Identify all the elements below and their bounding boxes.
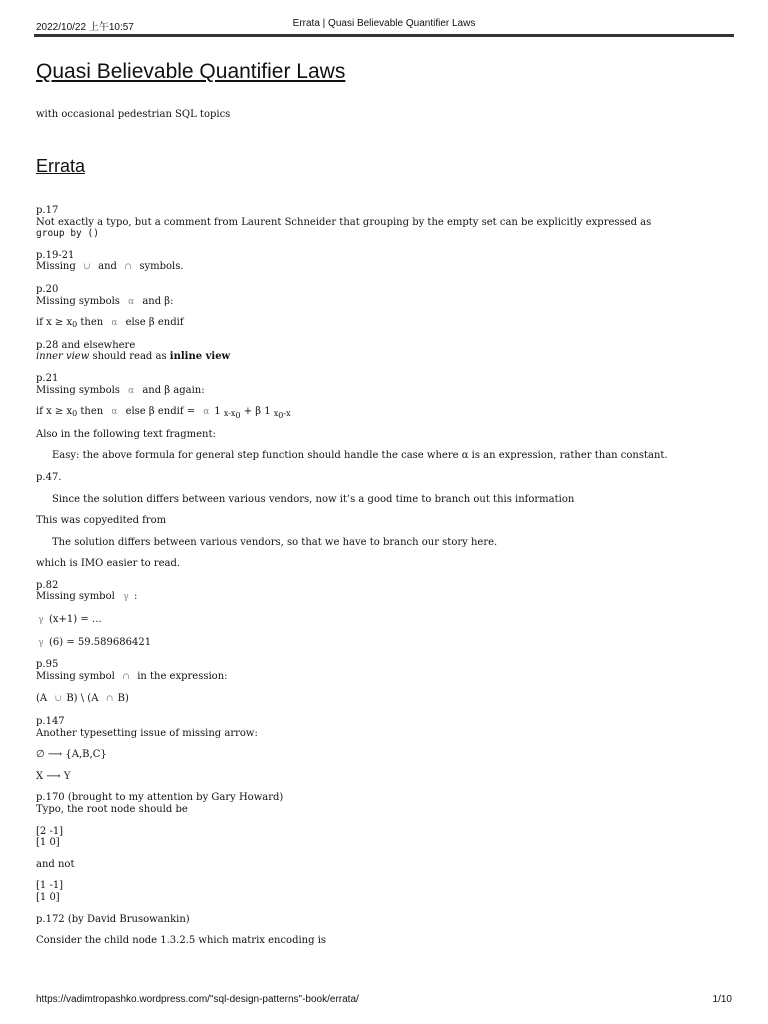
errata-entry-p147 xyxy=(36,716,736,739)
page-ref: p.95 xyxy=(36,659,59,671)
errata-entry-p19: p.19-21 Missing ∪ and ∩ symbols. xyxy=(36,250,736,274)
page-ref: p.20 xyxy=(36,283,59,295)
cap-symbol-icon: ∩ xyxy=(105,694,114,705)
entry-text: Consider the child node 1.3.2.5 which matrix encoding is xyxy=(36,935,327,947)
header-divider xyxy=(34,34,734,37)
cup-symbol-icon: ∪ xyxy=(54,694,63,705)
gamma-symbol-icon: γ xyxy=(123,592,129,603)
matrix: [2 -1] [1 0] xyxy=(36,825,64,849)
errata-content xyxy=(36,205,736,957)
page-title-link[interactable]: Errata xyxy=(36,156,86,176)
print-title: Errata | Quasi Believable Quantifier Laws xyxy=(292,18,476,29)
formula-p20: if $x \ge x_0$ then α else β endif xyxy=(36,317,184,330)
page-ref: p.147 xyxy=(36,716,65,728)
cap-symbol-icon: ∩ xyxy=(122,671,130,682)
errata-entry-p95: p.95 Missing symbol ∩ in the expression: xyxy=(36,659,736,683)
page-url: https://vadimtropashko.wordpress.com/"sql-design-patterns"-book/errata/ xyxy=(36,994,359,1005)
alpha-symbol-icon: α xyxy=(203,407,210,418)
page-ref: p.170 (brought to my attention by Gary Howard) xyxy=(36,792,284,804)
cap-symbol-icon: ∩ xyxy=(124,262,132,273)
formula-line: (A ∪ B) \ (A ∩ B) xyxy=(36,693,129,705)
errata-entry-p21: p.21 Missing symbols α and β again: xyxy=(36,373,736,397)
page-ref: p.19-21 xyxy=(36,249,75,261)
errata-entry-p170 xyxy=(36,792,736,815)
site-tagline: with occasional pedestrian SQL topics xyxy=(36,109,231,120)
matrix: [1 -1] [1 0] xyxy=(36,880,64,903)
entry-text: which is IMO easier to read. xyxy=(36,558,181,570)
alpha-symbol-icon: α xyxy=(111,407,118,418)
print-header xyxy=(36,18,732,32)
errata-entry-p17 xyxy=(36,205,736,240)
print-date: 2022/10/22 上午10:57 xyxy=(36,22,134,33)
page-ref: p.17 xyxy=(36,205,59,216)
entry-text: Another typesetting issue of missing arrow: xyxy=(36,727,258,739)
formula-line: ∅ ⟶ {A,B,C} xyxy=(36,749,107,761)
errata-entry-p47 xyxy=(36,472,736,484)
formula-line: γ (x+1) = … xyxy=(36,614,736,627)
errata-entry-p28: p.28 and elsewhere inner view should read as inline view xyxy=(36,340,736,363)
formula-p21: if $x \ge x_0$ then α else β endif = α 1 $_{x-x_0}$ + β 1 $_{x_0-x}$ xyxy=(36,406,291,421)
formula-line: γ (6) = 59.589686421 xyxy=(36,637,736,650)
errata-entry-p20: p.20 Missing symbols α and β: xyxy=(36,284,736,308)
errata-entry-p82: p.82 Missing symbol γ : xyxy=(36,580,736,604)
fragment-intro: Also in the following text fragment: xyxy=(36,428,216,440)
entry-text: This was copyedited from xyxy=(36,515,167,527)
page-ref: p.172 (by David Brusowankin) xyxy=(36,913,190,925)
alpha-symbol-icon: α xyxy=(128,385,135,396)
entry-text: and not xyxy=(36,858,75,870)
alpha-symbol-icon: α xyxy=(111,318,118,329)
page-ref: p.21 xyxy=(36,372,59,384)
code-snippet: group by () xyxy=(36,228,99,240)
alpha-symbol-icon: α xyxy=(128,296,135,307)
quote-text: Since the solution differs between various vendors, now it’s a good time to branch out this information xyxy=(52,493,575,505)
errata-entry-p172 xyxy=(36,914,736,926)
gamma-symbol-icon: γ xyxy=(38,637,44,648)
page-ref: p.82 xyxy=(36,579,59,591)
formula-line: X ⟶ Y xyxy=(36,770,71,782)
quote-text: The solution differs between various vendors, so that we have to branch our story here. xyxy=(52,536,498,548)
page-number: 1/10 xyxy=(712,994,732,1005)
page-ref: p.47. xyxy=(36,471,62,483)
gamma-symbol-icon: γ xyxy=(38,615,44,626)
site-title-link[interactable]: Quasi Believable Quantifier Laws xyxy=(36,60,346,83)
page-ref: p.28 and elsewhere xyxy=(36,339,136,351)
quote-text: Easy: the above formula for general step function should handle the case where α is an expression, rather than constant. xyxy=(52,450,668,462)
print-footer xyxy=(36,994,732,1008)
entry-text: Typo, the root node should be xyxy=(36,804,188,815)
entry-text: Not exactly a typo, but a comment from Laurent Schneider that grouping by the empty set can be explicitly expressed as xyxy=(36,216,652,228)
cup-symbol-icon: ∪ xyxy=(83,262,91,273)
